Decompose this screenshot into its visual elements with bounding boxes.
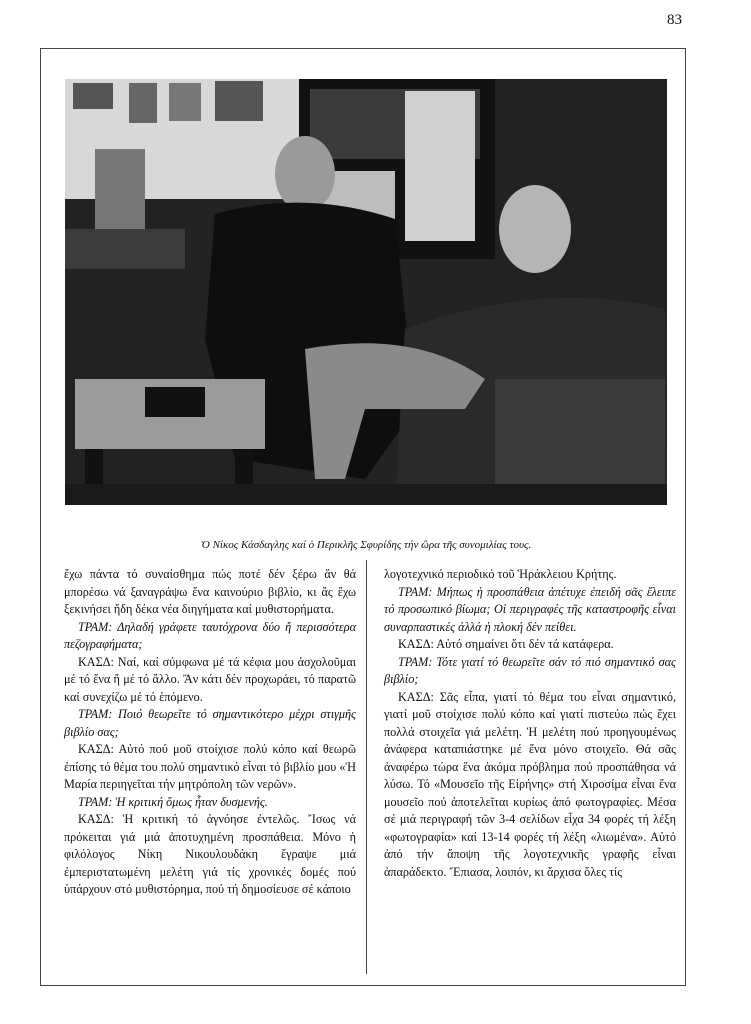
paragraph: ΚΑΣΔ: Ἡ κριτική τό ἀγνόησε ἐντελῶς. Ἴσως νά πρόκειται γιά μιά ἀποτυχημένη προσπάθεια. Μόνο ἡ φιλόλογος Νίκη Νικουλουδάκη ἔγραψε μιά ἐμπεριστατωμένη μελέτη γιά τίς χρονικές δομές πού ὑπάρχουν στό μυθιστόρημα, πού τή δημοσίευσε σέ κάποιο	[64, 812, 356, 896]
photo-caption: Ὁ Νίκος Κάσδαγλης καί ὁ Περικλῆς Σφυρίδης τήν ὥρα τῆς συνομιλίας τους.	[200, 539, 532, 551]
paragraph: ΤΡΑΜ: Μήπως ἡ προσπάθεια ἀπέτυχε ἐπειδή σᾶς ἔλειπε τό προσωπικό βίωμα; Οἱ περιγραφές τῆς καταστροφῆς εἶναι συναρπαστικές ἀλλά ἡ πλοκή δέν πείθει.	[384, 584, 676, 634]
paragraph: ΤΡΑΜ: Ἡ κριτική ὅμως ἦταν δυσμενής.	[78, 794, 268, 809]
right-column	[384, 566, 676, 881]
paragraph: ΤΡΑΜ: Ποιό θεωρεῖτε τό σημαντικότερο μέχρι στιγμῆς βιβλίο σας;	[64, 707, 356, 739]
paragraph: ΤΡΑΜ: Τότε γιατί τό θεωρεῖτε σάν τό πιό σημαντικό σας βιβλίο;	[384, 654, 676, 686]
paragraph: ΚΑΣΔ: Σᾶς εἶπα, γιατί τό θέμα του εἶναι σημαντικό, γιατί μοῦ στοίχισε πολύ κόπο καί γιατί πιστεύω πώς ἔχει πολλά στοιχεῖα γιά μελέτη. Ἡ μελέτη πού προηγουμένως ἀνάφερα καταπιάστηκε μέ ἕνα μόνο στοιχεῖο. Θά σᾶς ἀναφέρω τώρα ἕνα ἀκόμα πρόβλημα πού προσπάθησα νά λύσω. Τό «Μουσεῖο τῆς Εἰρήνης» στή Χιροσίμα εἶναι ἕνα μουσεῖο πού ἀποτελεῖται κυρίως ἀπό φωτογραφίες. Μέσα σέ μιά περιγραφή τῶν 3-4 σελίδων εἶχα 34 φορές τή λέξη «φωτογραφία» καί 13-14 φορές τή λέξη «λιωμένα». Αὐτό ἀπό τήν ἄποψη τῆς λογοτεχνικῆς γραφῆς εἶναι ἀπαράδεκτο. Ἔπιασα, λοιπόν, κι ἄρχισα ὅλες τίς	[384, 689, 676, 879]
column-divider	[366, 560, 367, 974]
left-column	[64, 566, 356, 899]
interview-photo	[65, 79, 667, 505]
paragraph: ΤΡΑΜ: Δηλαδή γράφετε ταυτόχρονα δύο ἤ περισσότερα πεζογραφήματα;	[64, 619, 356, 651]
paragraph: ΚΑΣΔ: Ναί, καί σύμφωνα μέ τά κέφια μου ἀσχολοῦμαι μέ τό ἕνα ἤ μέ τό ἄλλο. Ἄν κάτι δέν προχωράει, τό παρατῶ καί συνεχίζω μέ τό ἑπόμενο.	[64, 654, 356, 704]
paragraph: λογοτεχνικό περιοδικό τοῦ Ἡράκλειου Κρήτης.	[384, 567, 617, 581]
paragraph: ΚΑΣΔ: Αὐτό σημαίνει ὅτι δέν τά κατάφερα.	[398, 637, 614, 651]
page-number: 83	[667, 12, 682, 28]
paragraph: ΚΑΣΔ: Αὐτό πού μοῦ στοίχισε πολύ κόπο καί θεωρῶ ἐπίσης τό θέμα του πολύ σημαντικό εἶναι τό βιβλίο μου «Ἡ Μαρία περιηγεῖται τήν μητρόπολη τῶν νερῶν».	[64, 742, 356, 791]
paragraph: ἔχω πάντα τό συναίσθημα πώς ποτέ δέν ξέρω ἄν θά μπορέσω νά ξαναγράψω ἕνα καινούριο βιβλίο, κι ἄς ἔχω ξεκινήσει ἤδη δέκα νέα διηγήματα καί μυθιστορήματα.	[64, 567, 356, 616]
